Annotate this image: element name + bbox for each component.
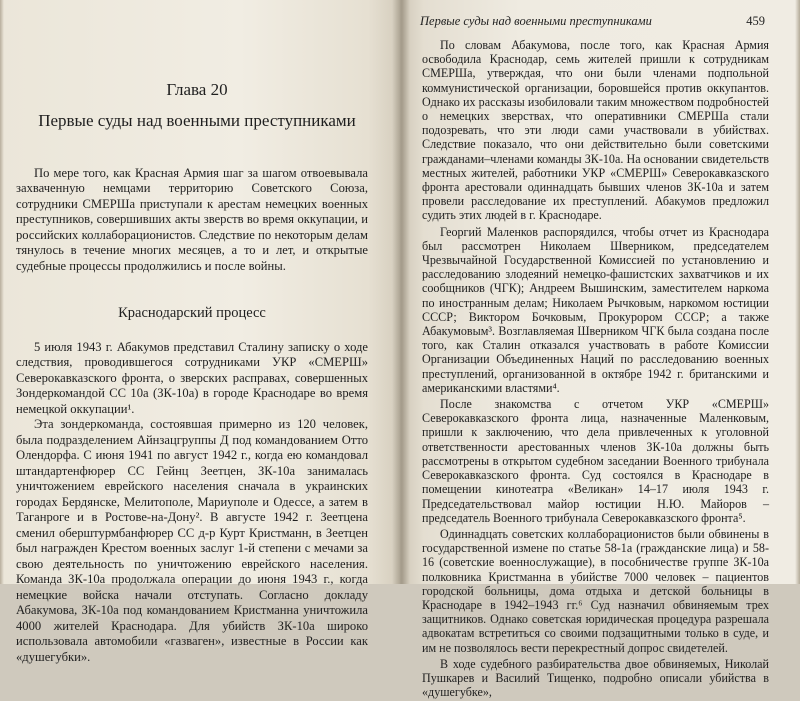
section-heading: Краснодарский процесс <box>118 305 266 321</box>
page-number: 459 <box>746 14 765 28</box>
chapter-number: Глава 20 <box>166 80 228 99</box>
running-title: Первые суды над военными преступниками <box>420 14 652 28</box>
right-paragraph-2: Георгий Маленков распорядился, чтобы отчет из Краснодара был рассмотрен Николаем Шверником, председателем Чрезвычайной Государственной Комиссией по установлению и расследованию злодеяний немецко-фашистских захватчиков и их сообщников (ЧГК); Андреем Вышинским, заместителем наркома по иностранным делам; Николаем Рычковым, наркомом юстиции СССР; Виктором Бочковым, Прокурором СССР; а также Абакумовым³. Возглавляемая Шверником ЧГК была создана после того, как Сталин отказался участвовать в работе Комиссии Организации Объединенных Наций по расследованию военных преступлений, организованной в октябре 1942 г. британскими и американскими властями⁴. <box>422 224 769 395</box>
right-paragraph-3: После знакомства с отчетом УКР «СМЕРШ» Северокавказского фронта лица, назначенные Маленковым, пришли к заключению, что дела привлеченных к уголовной ответственности арестованных членов ЗК-10а должны быть рассмотрены в открытом судебном заседании Военного трибунала Северокавказского фронта. Суд состоялся в Краснодаре в помещении кинотеатра «Великан» 14–17 июля 1943 г. Председательствовал майор юстиции Н.Ю. Майоров – председатель Военного трибунала Северокавказского фронта⁵. <box>422 397 769 525</box>
right-page-body <box>422 38 769 701</box>
running-header <box>420 14 765 29</box>
left-page <box>0 0 400 664</box>
left-page-body <box>16 82 368 665</box>
right-paragraph-1: По словам Абакумова, после того, как Красная Армия освободила Краснодар, семь жителей пришли к сотрудникам СМЕРШа, утверждая, что они были членами подпольной коммунистической организации, боровшейся против оккупантов. Однако их рассказы изобиловали таким множеством подробностей о немецких зверствах, что оперативники СМЕРШа стали подозревать, что эти люди сами участвовали в убийствах. Следствие показало, что они действительно были советскими гражданами–членами команды ЗК-10а. На основании свидетельств местных жителей, работники УКР «СМЕРШ» Северокавказского фронта арестовали одиннадцать бывших членов ЗК-10а и затем провели расследование их преступлений. Абакумов предложил судить этих людей в г. Краснодаре. <box>422 38 769 223</box>
chapter-title: Первые суды над военными преступниками <box>38 110 356 130</box>
left-paragraph-1: 5 июля 1943 г. Абакумов представил Сталину записку о ходе следствия, проводившегося сотрудниками УКР «СМЕРШ» Северокавказского фронта, о зверских расправах, совершенных Зондеркомандой СС 10а (ЗК-10а) в городе Краснодаре во время немецкой оккупации¹. <box>16 339 368 416</box>
right-paragraph-4: Одиннадцать советских коллаборационистов были обвинены в государственной измене по статье 58-1а (гражданские лица) и 58-16 (советские военнослужащие), в пособничестве группе ЗК-10а полковника Кристманна в убийстве 7000 человек – пациентов городской больницы, дома отдыха и детской больницы в Краснодаре в 1942–1943 гг.⁶ Суд назначил обвиняемым трех защитников. Однако советская юридическая процедура разрешала адвокатам встретиться со своими подзащитными только в суде, и им не позволялось вести перекрестный допрос свидетелей. <box>422 526 769 655</box>
left-paragraph-2: Эта зондеркоманда, состоявшая примерно из 120 человек, была подразделением Айнзацгруппы Д под командованием Отто Олендорфа. С июня 1941 по август 1942 г., когда ею командовал штандартенфюрер СС Гейнц Зеетцен, ЗК-10а занималась уничтожением еврейского населения сначала в украинских городах Бердянске, Мелитополе, Мариуполе и Одессе, а затем в Таганроге и в Ростове-на-Дону². В августе 1942 г. Зеетцена сменил оберштурмбанфюрер СС д-р Курт Кристманн, в Зеетцен был награжден Крестом военных заслуг 1-й степени с мечами за свою деятельность по уничтожению еврейского населения. Команда ЗК-10а продолжала операции до июня 1943 г., когда немецкие войска начали отступать. Согласно докладу Абакумова, ЗК-10а под командованием Кристманна уничтожила 4000 жителей Краснодара. Для убийств ЗК-10а широко использовала автомобили «газваген», известные в России как «душегубки». <box>16 417 368 664</box>
right-paragraph-5: В ходе судебного разбирательства двое обвиняемых, Николай Пушкарев и Василий Тищенко, подробно описали убийства в «душегубке», <box>422 656 769 700</box>
page-edge <box>0 0 4 584</box>
intro-paragraph: По мере того, как Красная Армия шаг за шагом отвоевывала захваченную немцами территорию Советского Союза, сотрудники СМЕРШа приступали к арестам немецких военных преступников, совершивших акты зверств во время оккупации, и российских коллаборационистов. Следствие по некоторым делам тянулось в течение многих месяцев, а то и лет, и открытые судебные процессы продолжились и после войны. <box>16 165 368 273</box>
page-edge <box>795 0 800 584</box>
